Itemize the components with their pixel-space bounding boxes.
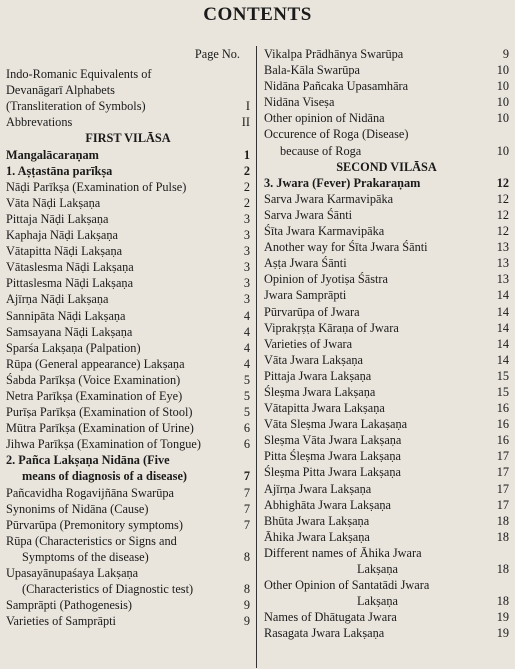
toc-entry-title: Mangalācaraṇam (6, 147, 99, 162)
toc-entry-page: 12 (496, 207, 509, 222)
toc-entry-page: 15 (496, 384, 509, 399)
toc-entry (6, 259, 250, 275)
toc-entry-page: 10 (496, 63, 509, 78)
toc-entry-title: Nāḍi Parīkṣa (Examination of Pulse) (6, 179, 187, 194)
toc-entry-page: 18 (496, 562, 509, 576)
toc-entry-title: Vātapitta Jwara Lakṣaṇa (264, 401, 385, 416)
toc-entry-title: Samsayana Nāḍi Lakṣaṇa (6, 324, 133, 339)
toc-entry-page: 12 (496, 224, 509, 239)
toc-entry-title: Sleṣma Vāta Jwara Lakṣaṇa (264, 433, 402, 448)
toc-entry-page: 5 (243, 372, 250, 387)
toc-entry (264, 593, 509, 609)
toc-entry-title: Varieties of Samprāpti (6, 614, 116, 629)
toc-entry-title: Vāta Nāḍi Lakṣaṇa (6, 195, 101, 210)
toc-entry (6, 324, 250, 340)
toc-entry-page: 8 (243, 582, 250, 597)
toc-entry-page: 14 (496, 304, 509, 319)
toc-entry (6, 404, 250, 420)
toc-entry-title: Śīta Jwara Karmavipāka (264, 224, 385, 239)
toc-entry (6, 147, 250, 163)
toc-entry (6, 468, 250, 484)
toc-entry (6, 581, 250, 597)
toc-entry-page: 13 (496, 256, 509, 271)
toc-entry (6, 356, 250, 372)
toc-entry-page: 3 (243, 292, 250, 307)
toc-entry (264, 175, 509, 191)
toc-entry (264, 207, 509, 223)
toc-entry (264, 481, 509, 497)
toc-entry-page: 9 (243, 598, 250, 613)
toc-entry-page: 18 (496, 594, 509, 609)
toc-entry-page: 10 (496, 79, 509, 94)
section-heading (6, 130, 250, 146)
toc-entry (264, 62, 509, 78)
toc-entry-title: Ajīrṇa Nāḍi Lakṣaṇa (6, 292, 109, 307)
toc-entry-page: 10 (496, 143, 509, 158)
contents-column-left (6, 46, 250, 629)
toc-entry-title: Vātaslesma Nāḍi Lakṣaṇa (6, 260, 134, 275)
toc-entry-page: 6 (243, 437, 250, 452)
toc-entry (264, 287, 509, 303)
toc-entry-page: 16 (496, 417, 509, 432)
toc-entry-page: 3 (243, 260, 250, 275)
toc-entry (6, 613, 250, 629)
toc-entry-page: 4 (243, 340, 250, 355)
toc-entry (264, 271, 509, 287)
toc-entry (6, 485, 250, 501)
toc-entry-page: 4 (243, 356, 250, 371)
toc-entry-page: 9 (243, 614, 250, 629)
toc-entry-page: 18 (496, 529, 509, 544)
toc-entry (264, 143, 509, 159)
toc-entry-page: 19 (496, 610, 509, 625)
toc-entry-page: 7 (243, 469, 250, 484)
toc-entry-title: Netra Parīkṣa (Examination of Eye) (6, 388, 183, 403)
toc-entry-title: Devanāgarī Alphabets (6, 83, 115, 98)
toc-entry-title: Different names of Āhika Jwara (264, 545, 422, 560)
toc-entry-page: 14 (496, 320, 509, 335)
toc-entry (264, 448, 509, 464)
toc-entry (264, 352, 509, 368)
toc-entry-title: Pittaslesma Nāḍi Lakṣaṇa (6, 276, 134, 291)
toc-entry-page: 3 (243, 211, 250, 226)
page-no-header (6, 46, 250, 62)
toc-entry (6, 179, 250, 195)
toc-entry-title: Ajīrṇa Jwara Lakṣaṇa (264, 481, 372, 496)
toc-entry (6, 517, 250, 533)
toc-entry-page: 2 (243, 179, 250, 194)
toc-entry-page: I (245, 99, 250, 114)
toc-entry-title: (Transliteration of Symbols) (6, 99, 146, 114)
toc-entry-title: (Characteristics of Diagnostic test) (22, 582, 194, 597)
toc-entry-title: Āhika Jwara Lakṣaṇa (264, 529, 370, 544)
toc-entry-title: Vāta Jwara Lakṣaṇa (264, 352, 364, 367)
toc-entry-title: because of Roga (280, 143, 362, 158)
toc-entry (264, 78, 509, 94)
toc-entry (6, 372, 250, 388)
toc-entry (6, 452, 250, 468)
toc-entry-page: 14 (496, 288, 509, 303)
toc-entry-title: Aṣṭa Jwara Śānti (264, 256, 347, 271)
toc-entry-title: Lakṣaṇa (357, 594, 398, 609)
toc-entry-page: 12 (496, 191, 509, 206)
toc-entry-title: Other Opinion of Santatādi Jwara (264, 578, 430, 593)
toc-entry-title: Names of Dhātugata Jwara (264, 610, 397, 625)
toc-entry (6, 82, 250, 98)
toc-entry (264, 400, 509, 416)
toc-entry-title: Śabda Parīkṣa (Voice Examination) (6, 372, 181, 387)
toc-entry (264, 609, 509, 625)
toc-entry-title: Opinion of Jyotiṣa Śāstra (264, 272, 388, 287)
toc-entry-title: Samprāpti (Pathogenesis) (6, 598, 133, 613)
toc-entry-title: Purīṣa Parīkṣa (Examination of Stool) (6, 405, 193, 420)
toc-entry-page: 8 (243, 549, 250, 564)
toc-entry-title: SECOND VILĀSA (336, 159, 437, 174)
toc-entry-page: 12 (496, 175, 509, 190)
toc-entry-page: 13 (496, 240, 509, 255)
toc-entry (264, 191, 509, 207)
toc-entry-title: Pañcavidha Rogavijñāna Swarūpa (6, 485, 175, 500)
toc-entry (6, 308, 250, 324)
toc-entry (6, 533, 250, 549)
toc-entry-title: Bhūta Jwara Lakṣaṇa (264, 513, 370, 528)
toc-entry-page: 6 (243, 421, 250, 436)
toc-entry (264, 497, 509, 513)
toc-entry-page: 15 (496, 368, 509, 383)
toc-entry-title: Lakṣaṇa (357, 562, 398, 576)
toc-entry-title: Viprakṛṣṭa Kāraṇa of Jwara (264, 320, 399, 335)
toc-entry-title: Upasayānupaśaya Lakṣaṇa (6, 566, 139, 580)
toc-entry-title: FIRST VILĀSA (85, 131, 171, 146)
toc-entry-title: Vātapitta Nāḍi Lakṣaṇa (6, 244, 123, 259)
column-divider (256, 46, 257, 668)
toc-entry (264, 46, 509, 62)
toc-entry (6, 420, 250, 436)
toc-entry-page: 3 (243, 228, 250, 243)
toc-entry-title: Sparśa Lakṣaṇa (Palpation) (6, 340, 141, 355)
toc-entry-title: Abbrevations (6, 115, 73, 130)
toc-entry-title: Indo-Romanic Equivalents of (6, 67, 152, 82)
toc-entry-title: Page No. (194, 47, 240, 61)
toc-entry (264, 336, 509, 352)
toc-entry-title: Rūpa (General appearance) Lakṣaṇa (6, 356, 185, 371)
toc-entry-title: 1. Aṣṭastāna parīkṣa (6, 163, 113, 178)
toc-entry (6, 275, 250, 291)
toc-entry-title: Another way for Śīta Jwara Śānti (264, 240, 428, 255)
toc-entry (264, 126, 509, 142)
toc-entry-title: Occurence of Roga (Disease) (264, 127, 409, 142)
toc-entry-page: 19 (496, 626, 509, 641)
toc-entry (6, 114, 250, 130)
toc-entry-title: Bala-Kāla Swarūpa (264, 63, 360, 78)
toc-entry-page: 13 (496, 272, 509, 287)
toc-entry-title: Vāta Sleṣma Jwara Lakaṣaṇa (264, 417, 408, 432)
toc-entry-page: 16 (496, 433, 509, 448)
toc-entry-page: 14 (496, 352, 509, 367)
toc-entry (264, 513, 509, 529)
toc-entry-title: Nidāna Pañcaka Upasamhāra (264, 79, 409, 94)
toc-entry-page: 17 (496, 497, 509, 512)
toc-entry-title: Śleṣma Pitta Jwara Lakṣaṇa (264, 465, 401, 480)
toc-entry-page: 9 (502, 47, 509, 61)
toc-entry-page: 10 (496, 111, 509, 126)
toc-entry-page: 3 (243, 276, 250, 291)
toc-entry (6, 163, 250, 179)
toc-entry-title: Mūtra Parīkṣa (Examination of Urine) (6, 421, 194, 436)
toc-entry (264, 529, 509, 545)
toc-entry (6, 436, 250, 452)
toc-entry-title: Jwara Samprāpti (264, 288, 347, 303)
toc-entry (6, 501, 250, 517)
toc-entry-title: 2. Pañca Lakṣaṇa Nidāna (Five (6, 453, 170, 468)
toc-entry-page: 10 (496, 95, 509, 110)
toc-entry (6, 195, 250, 211)
toc-entry (264, 384, 509, 400)
toc-entry (6, 388, 250, 404)
toc-entry (6, 66, 250, 82)
contents-column-right (264, 46, 509, 641)
toc-entry-title: Nidāna Viseṣa (264, 95, 335, 110)
toc-entry (6, 243, 250, 259)
toc-entry-page: 2 (243, 195, 250, 210)
toc-entry-page: 4 (243, 308, 250, 323)
toc-entry-title: Pittaja Jwara Lakṣaṇa (264, 368, 372, 383)
section-heading (264, 159, 509, 175)
toc-entry (264, 320, 509, 336)
toc-entry-page: 17 (496, 481, 509, 496)
toc-entry-page: 7 (243, 501, 250, 516)
toc-entry-title: Sarva Jwara Karmavipāka (264, 191, 394, 206)
toc-entry-title: 3. Jwara (Fever) Prakaraṇam (264, 175, 421, 190)
toc-entry (6, 291, 250, 307)
toc-entry-title: Rūpa (Characteristics or Signs and (6, 533, 177, 548)
toc-entry-page: 17 (496, 465, 509, 480)
toc-entry-page: 3 (243, 244, 250, 259)
toc-entry (264, 223, 509, 239)
toc-entry-title: Sannipāta Nāḍi Lakṣaṇa (6, 308, 126, 323)
toc-entry-title: Synonims of Nidāna (Cause) (6, 501, 149, 516)
toc-entry (6, 211, 250, 227)
toc-entry-page: 14 (496, 336, 509, 351)
toc-entry (264, 255, 509, 271)
toc-entry-title: Sarva Jwara Śānti (264, 207, 353, 222)
toc-entry (264, 432, 509, 448)
toc-entry-title: Pittaja Nāḍi Lakṣaṇa (6, 211, 109, 226)
toc-entry (264, 625, 509, 641)
toc-entry-title: Vikalpa Prādhānya Swarūpa (264, 47, 404, 61)
toc-entry (264, 110, 509, 126)
toc-entry (264, 416, 509, 432)
toc-entry-page: 5 (243, 405, 250, 420)
toc-entry (264, 239, 509, 255)
toc-entry-title: means of diagnosis of a disease) (22, 469, 187, 484)
toc-entry-page: 1 (243, 147, 250, 162)
toc-entry (6, 340, 250, 356)
toc-entry (264, 94, 509, 110)
toc-entry (264, 561, 509, 577)
toc-entry-title: Śleṣma Jwara Lakṣaṇa (264, 384, 376, 399)
toc-entry-title: Varieties of Jwara (264, 336, 353, 351)
toc-entry (6, 597, 250, 613)
toc-entry-title: Rasagata Jwara Lakṣaṇa (264, 626, 385, 641)
toc-entry (6, 98, 250, 114)
toc-entry (264, 577, 509, 593)
toc-entry (264, 545, 509, 561)
toc-entry (264, 304, 509, 320)
toc-entry-title: Kaphaja Nāḍi Lakṣaṇa (6, 228, 118, 243)
toc-entry-title: Pūrvarūpa of Jwara (264, 304, 360, 319)
toc-entry (6, 549, 250, 565)
toc-entry-page: 5 (243, 388, 250, 403)
toc-entry (264, 464, 509, 480)
toc-entry-page: 18 (496, 513, 509, 528)
toc-entry-page: 2 (243, 163, 250, 178)
toc-entry (264, 368, 509, 384)
toc-entry-title: Jihwa Parīkṣa (Examination of Tongue) (6, 437, 201, 452)
toc-entry-title: Pitta Śleṣma Jwara Lakṣaṇa (264, 449, 401, 464)
toc-entry-title: Abhighāta Jwara Lakṣaṇa (264, 497, 392, 512)
toc-entry-page: 7 (243, 517, 250, 532)
toc-entry-page: 7 (243, 485, 250, 500)
toc-entry-title: Symptoms of the disease) (22, 549, 149, 564)
toc-entry-page: 16 (496, 401, 509, 416)
toc-entry-page: 17 (496, 449, 509, 464)
toc-entry-page: 4 (243, 324, 250, 339)
toc-entry (6, 565, 250, 581)
toc-entry-page: II (241, 115, 250, 130)
toc-entry-title: Pūrvarūpa (Premonitory symptoms) (6, 517, 183, 532)
page-title: CONTENTS (203, 4, 312, 25)
toc-entry-title: Other opinion of Nidāna (264, 111, 385, 126)
toc-entry (6, 227, 250, 243)
